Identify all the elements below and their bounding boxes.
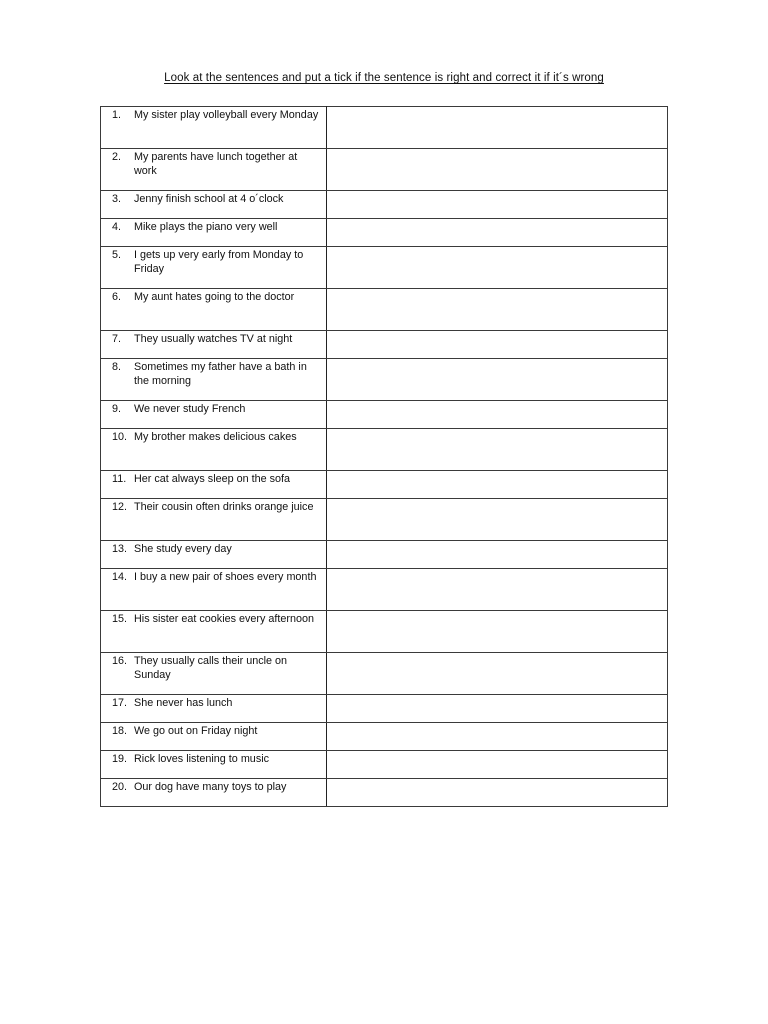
answer-cell[interactable] [327,695,668,723]
answer-cell[interactable] [327,471,668,499]
item-number: 6. [112,291,122,303]
exercise-row [101,541,668,569]
sentence-cell [101,219,327,247]
exercise-row [101,751,668,779]
sentence-cell [101,695,327,723]
answer-cell[interactable] [327,653,668,695]
exercise-table [100,106,668,807]
sentence-cell [101,359,327,401]
item-number: 9. [112,403,122,415]
item-sentence: Jenny finish school at 4 o´clock [134,193,284,205]
item-sentence: We go out on Friday night [134,725,258,737]
answer-cell[interactable] [327,191,668,219]
item-sentence: We never study French [134,403,246,415]
item-sentence: Their cousin often drinks orange juice [134,501,314,513]
exercise-row [101,219,668,247]
answer-cell[interactable] [327,499,668,541]
item-sentence: She study every day [134,543,232,555]
item-number: 2. [112,151,122,163]
item-sentence: I gets up very early from Monday to Friday [134,249,304,275]
item-number: 13. [112,543,128,555]
item-number: 1. [112,109,122,121]
item-sentence: They usually calls their uncle on Sunday [134,655,288,681]
answer-cell[interactable] [327,779,668,807]
item-sentence: I buy a new pair of shoes every month [134,571,317,583]
sentence-cell [101,331,327,359]
item-sentence: My aunt hates going to the doctor [134,291,295,303]
item-sentence: They usually watches TV at night [134,333,293,345]
item-number: 5. [112,249,122,261]
item-sentence: My brother makes delicious cakes [134,431,297,443]
exercise-row [101,247,668,289]
item-number: 16. [112,655,128,667]
item-sentence: Her cat always sleep on the sofa [134,473,291,485]
item-number: 19. [112,753,128,765]
answer-cell[interactable] [327,569,668,611]
item-number: 12. [112,501,128,513]
sentence-cell [101,541,327,569]
sentence-cell [101,611,327,653]
exercise-row [101,695,668,723]
answer-cell[interactable] [327,429,668,471]
sentence-cell [101,751,327,779]
item-number: 18. [112,725,128,737]
exercise-row [101,611,668,653]
item-sentence: His sister eat cookies every afternoon [134,613,315,625]
item-number: 7. [112,333,122,345]
answer-cell[interactable] [327,541,668,569]
sentence-cell [101,191,327,219]
exercise-row [101,331,668,359]
item-number: 10. [112,431,128,443]
sentence-cell [101,723,327,751]
item-number: 15. [112,613,128,625]
exercise-row [101,191,668,219]
answer-cell[interactable] [327,723,668,751]
item-sentence: Mike plays the piano very well [134,221,278,233]
exercise-row [101,723,668,751]
item-number: 8. [112,361,122,373]
item-number: 4. [112,221,122,233]
sentence-cell [101,779,327,807]
answer-cell[interactable] [327,149,668,191]
item-number: 3. [112,193,122,205]
item-sentence: My sister play volleyball every Monday [134,109,319,121]
exercise-row [101,429,668,471]
sentence-cell [101,471,327,499]
sentence-cell [101,429,327,471]
exercise-row [101,471,668,499]
sentence-cell [101,499,327,541]
answer-cell[interactable] [327,247,668,289]
item-sentence: Rick loves listening to music [134,753,270,765]
exercise-row [101,107,668,149]
item-number: 17. [112,697,128,709]
exercise-row [101,149,668,191]
exercise-row [101,289,668,331]
exercise-row [101,653,668,695]
exercise-row [101,569,668,611]
item-sentence: Our dog have many toys to play [134,781,287,793]
item-sentence: My parents have lunch together at work [134,151,298,177]
sentence-cell [101,653,327,695]
sentence-cell [101,149,327,191]
item-number: 14. [112,571,128,583]
sentence-cell [101,289,327,331]
item-number: 20. [112,781,128,793]
sentence-cell [101,401,327,429]
item-number: 11. [112,473,127,485]
answer-cell[interactable] [327,219,668,247]
exercise-row [101,401,668,429]
worksheet-instruction: Look at the sentences and put a tick if the sentence is right and correct it if it´s wrong [164,72,604,84]
sentence-cell [101,247,327,289]
item-sentence: Sometimes my father have a bath in the morning [134,361,307,387]
answer-cell[interactable] [327,331,668,359]
answer-cell[interactable] [327,611,668,653]
exercise-row [101,359,668,401]
sentence-cell [101,107,327,149]
exercise-row [101,499,668,541]
answer-cell[interactable] [327,289,668,331]
answer-cell[interactable] [327,359,668,401]
answer-cell[interactable] [327,401,668,429]
sentence-cell [101,569,327,611]
exercise-row [101,779,668,807]
item-sentence: She never has lunch [134,697,233,709]
answer-cell[interactable] [327,107,668,149]
answer-cell[interactable] [327,751,668,779]
